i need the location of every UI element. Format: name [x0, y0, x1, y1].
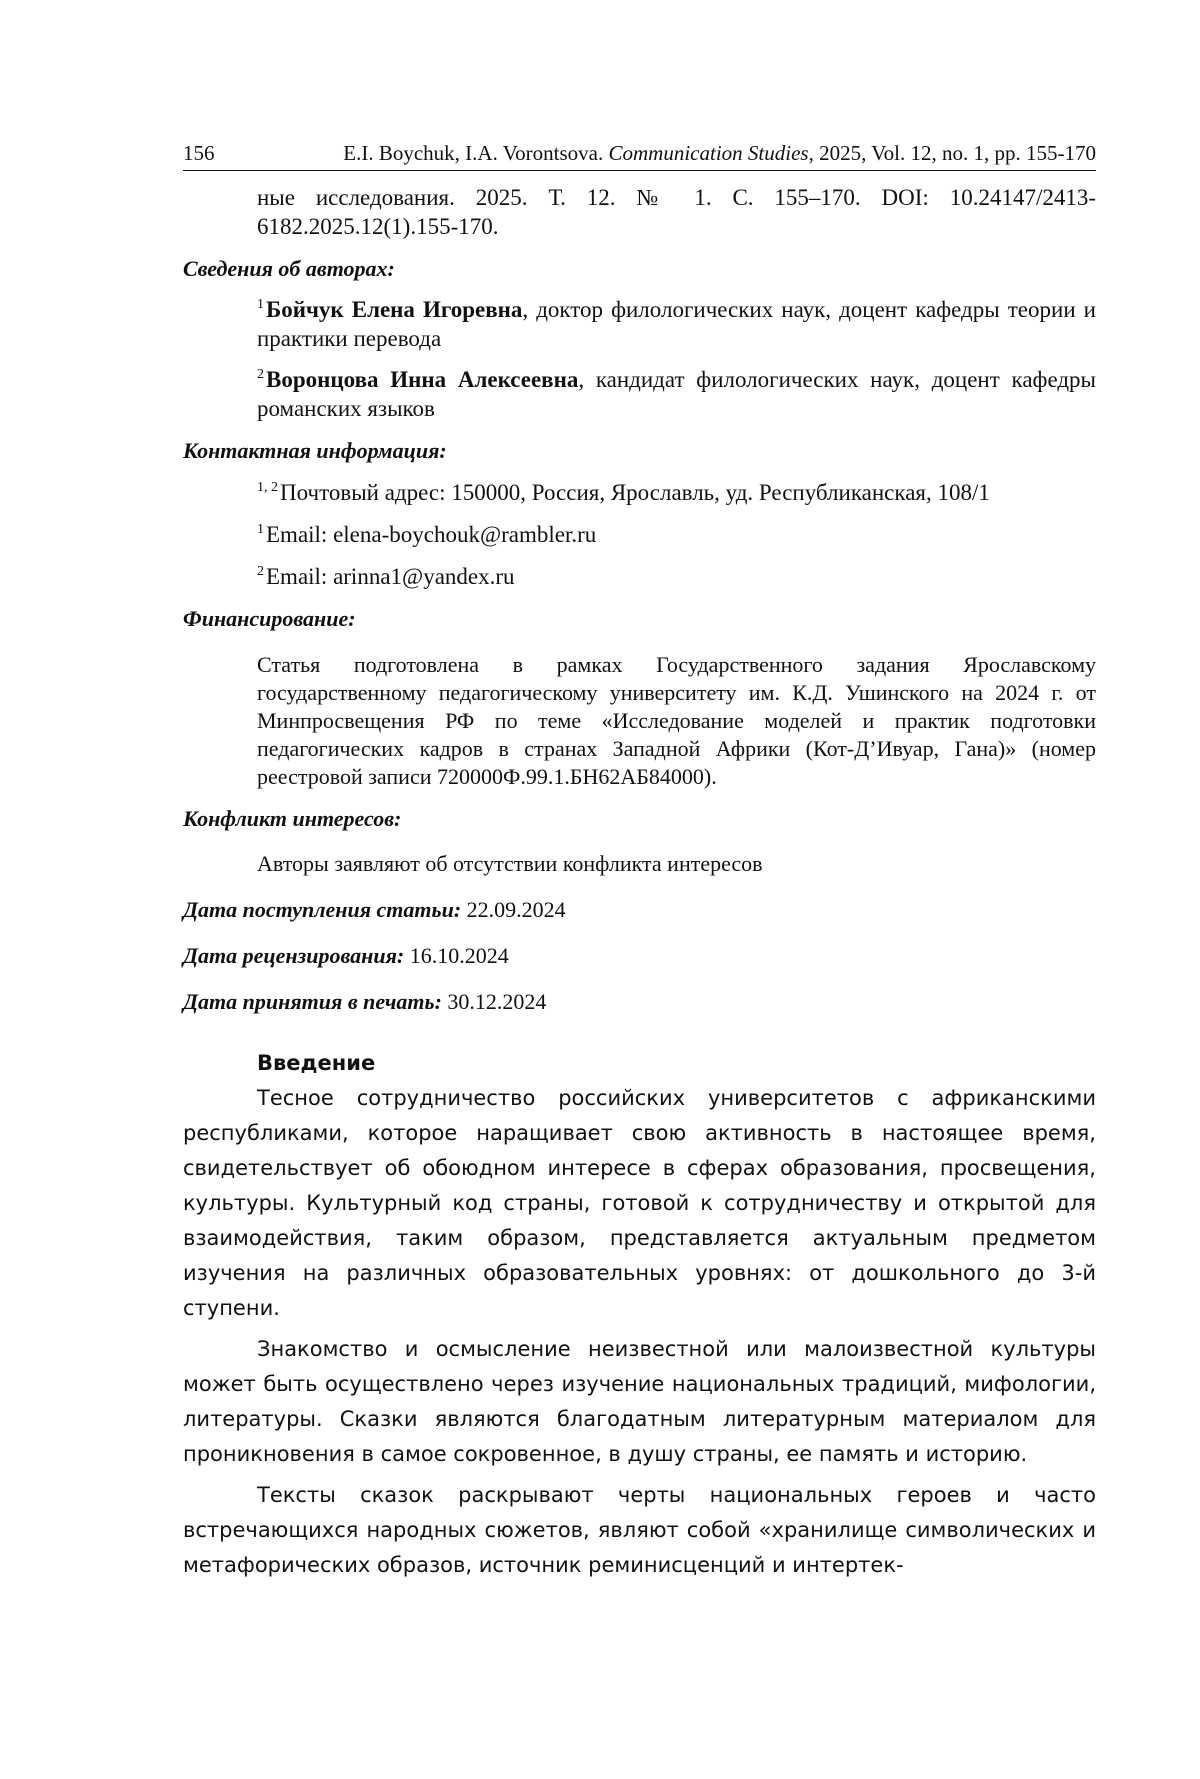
header-details: , 2025, Vol. 12, no. 1, pp. 155-170 — [808, 141, 1096, 165]
contact-label: Контактная информация: — [183, 438, 447, 463]
author-1-sup: 1 — [257, 297, 264, 313]
introduction — [183, 1046, 1096, 1583]
intro-paragraph-1: Тесное сотрудничество российских университетов с африканскими республиками, которое наращивает свою активность в настоящее время, свидетельствует об обоюдном интересе в сферах образования, просвещения, культуры. Культурный код страны, готовой к сотрудничеству и открытой для взаимодействия, таким образом, представляется актуальным предметом изучения на различных образовательных уровнях: от дошкольного до 3-й ступени. — [183, 1086, 1096, 1320]
author-1-name: Бойчук Елена Игоревна — [266, 297, 523, 322]
date-reviewed — [183, 942, 1096, 970]
running-header — [183, 140, 1096, 171]
author-2-sup: 2 — [257, 367, 264, 383]
author-1 — [257, 295, 1096, 353]
date-received-label: Дата поступления статьи: — [183, 897, 462, 922]
author-2 — [257, 365, 1096, 423]
page — [183, 140, 1096, 1589]
date-accepted — [183, 988, 1096, 1016]
contact-email-1-text: Email: elena-boychouk@rambler.ru — [266, 522, 597, 547]
contact-email-2-sup: 2 — [257, 564, 264, 580]
running-title — [343, 140, 1096, 166]
contact-address-text: Почтовый адрес: 150000, Россия, Ярославль, уд. Республиканская, 108/1 — [280, 480, 990, 505]
conflict-label: Конфликт интересов: — [183, 806, 402, 831]
funding-label: Финансирование: — [183, 606, 356, 631]
date-reviewed-label: Дата рецензирования: — [183, 943, 405, 968]
date-received — [183, 896, 1096, 924]
header-authors: E.I. Boychuk, I.A. Vorontsova. — [343, 141, 604, 165]
conflict-text: Авторы заявляют об отсутствии конфликта интересов — [257, 851, 763, 876]
author-2-desc: , кандидат филологических наук, доцент кафедры романских языков — [257, 367, 1097, 421]
introduction-heading: Введение — [257, 1051, 376, 1075]
date-received-value: 22.09.2024 — [466, 897, 566, 922]
intro-paragraph-2: Знакомство и осмысление неизвестной или малоизвестной культуры может быть осуществлено через изучение национальных традиций, мифологии, литературы. Сказки являются благодатным литературным материалом для проникновения в самое сокровенное, в душу страны, ее память и историю. — [183, 1337, 1096, 1466]
authors-label: Сведения об авторах: — [183, 256, 395, 281]
citation-tail: ные исследования. 2025. Т. 12. № 1. С. 155–170. DOI: 10.24147/2413-6182.2025.12(1).155-170. — [257, 185, 1096, 239]
contact-email-2-text: Email: arinna1@yandex.ru — [266, 564, 515, 589]
intro-paragraph-3: Тексты сказок раскрывают черты национальных героев и часто встречающихся народных сюжетов, являют собой «хранилище символических и метафорических образов, источник реминисценций и интертек- — [183, 1483, 1096, 1577]
funding-text: Статья подготовлена в рамках Государственного задания Ярославскому государственному педагогическому университету им. К.Д. Ушинского на 2024 г. от Минпросвещения РФ по теме «Исследование моделей и практик подготовки педагогических кадров в странах Западной Африки (Кот-Д’Ивуар, Гана)» (номер реестровой записи 720000Ф.99.1.БН62АБ84000). — [257, 652, 1096, 789]
author-1-desc: , доктор филологических наук, доцент кафедры теории и практики перевода — [257, 297, 1096, 351]
date-reviewed-value: 16.10.2024 — [409, 943, 509, 968]
date-accepted-value: 30.12.2024 — [447, 989, 547, 1014]
header-journal: Communication Studies — [608, 141, 809, 165]
date-accepted-label: Дата принятия в печать: — [183, 989, 442, 1014]
contact-email-1-sup: 1 — [257, 522, 264, 538]
contact-address — [257, 478, 1096, 507]
contact-address-sup: 1, 2 — [257, 480, 278, 496]
contact-email-1 — [257, 520, 1096, 549]
contact-email-2 — [257, 562, 1096, 591]
author-2-name: Воронцова Инна Алексеевна — [266, 367, 579, 392]
page-number: 156 — [183, 141, 215, 165]
